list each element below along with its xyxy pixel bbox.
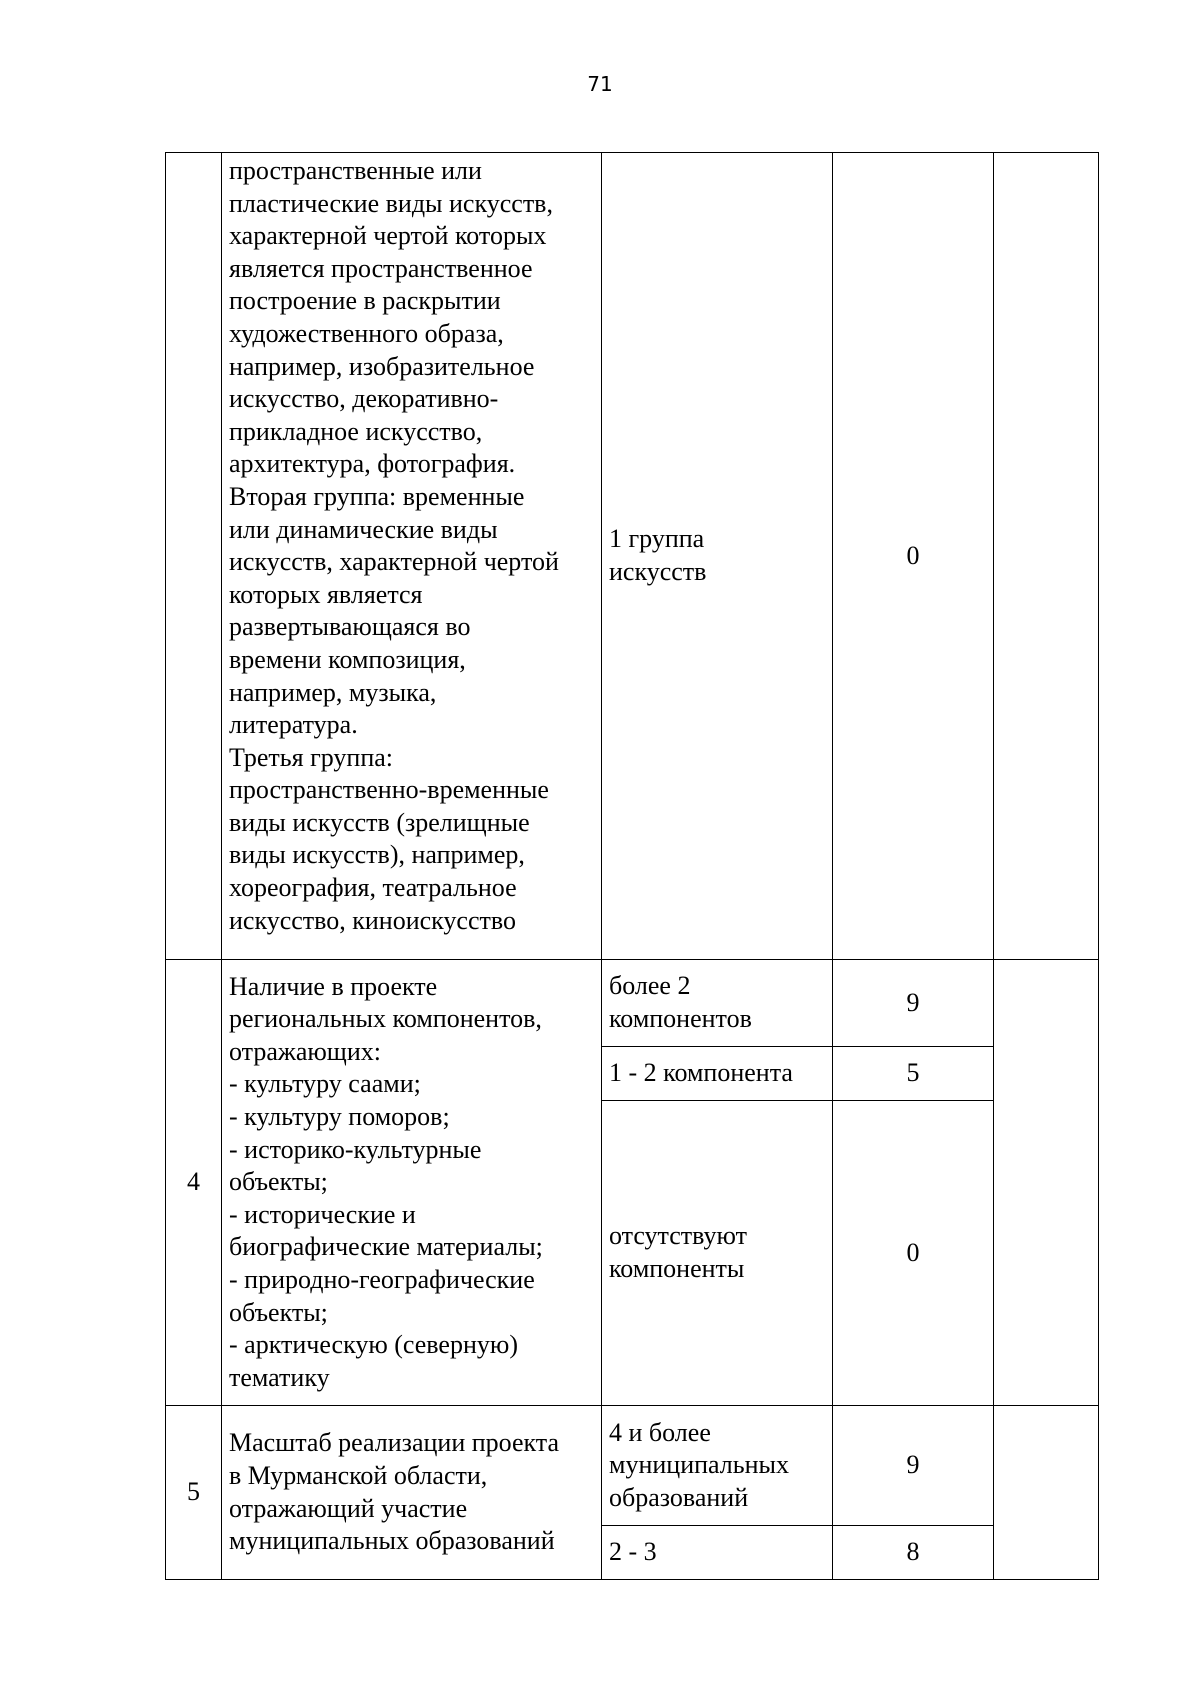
score-cell: 0 — [833, 1101, 994, 1406]
score-cell: 5 — [833, 1047, 994, 1101]
option-line: 1 группа — [609, 524, 705, 554]
criterion-line: искусство, декоративно- — [229, 384, 499, 414]
criterion-cell — [222, 960, 602, 1406]
criterion-line: - культуру поморов; — [229, 1102, 450, 1132]
criterion-line: - исторические и — [229, 1199, 416, 1229]
criterion-cell — [222, 1406, 602, 1580]
criterion-line: - культуру саами; — [229, 1069, 421, 1099]
criterion-line: времени композиция, — [229, 644, 466, 674]
row-number-cell — [166, 153, 222, 960]
criterion-line: Вторая группа: временные — [229, 481, 525, 511]
score-cell: 0 — [833, 153, 994, 960]
criterion-line: искусств, характерной чертой — [229, 547, 559, 577]
table-row — [166, 960, 1099, 1047]
criterion-line: художественного образа, — [229, 318, 504, 348]
criterion-line: пластические виды искусств, — [229, 188, 553, 218]
option-cell — [602, 1526, 833, 1580]
page-number: 71 — [587, 72, 613, 96]
criterion-line: виды искусств (зрелищные — [229, 807, 530, 837]
criterion-line: - историко-культурные — [229, 1134, 482, 1164]
criterion-line: пространственно-временные — [229, 775, 549, 805]
criterion-line: - природно-географические — [229, 1264, 535, 1294]
criterion-line: развертывающаяся во — [229, 612, 471, 642]
option-line: более 2 — [609, 971, 691, 1001]
criterion-line: литература. — [229, 710, 358, 740]
criterion-line: например, музыка, — [229, 677, 437, 707]
criteria-table — [165, 152, 1099, 1580]
criterion-line: региональных компонентов, — [229, 1004, 542, 1034]
table-row — [166, 1406, 1099, 1526]
option-cell — [602, 1101, 833, 1406]
criterion-line: которых является — [229, 579, 423, 609]
criterion-cell — [222, 153, 602, 960]
criterion-line: пространственные или — [229, 156, 482, 185]
criterion-line: например, изобразительное — [229, 351, 535, 381]
criterion-line: объекты; — [229, 1297, 328, 1327]
option-line: компонентов — [609, 1004, 752, 1033]
score-cell: 9 — [833, 1406, 994, 1526]
criterion-line: или динамические виды — [229, 514, 498, 544]
score-cell: 8 — [833, 1526, 994, 1580]
criterion-line: отражающих: — [229, 1036, 381, 1066]
criterion-line: прикладное искусство, — [229, 416, 483, 446]
criterion-line: искусство, киноискусство — [229, 905, 516, 935]
criterion-line: муниципальных образований — [229, 1526, 555, 1556]
criterion-line: тематику — [229, 1362, 330, 1392]
option-line: 1 - 2 компонента — [609, 1058, 793, 1088]
criterion-line: - арктическую (северную) — [229, 1330, 518, 1360]
option-line: отсутствуют — [609, 1221, 747, 1251]
criterion-line: хореография, театральное — [229, 873, 517, 903]
row-number-cell: 4 — [166, 960, 222, 1406]
criterion-line: объекты; — [229, 1167, 328, 1197]
option-line: компоненты — [609, 1254, 745, 1283]
criterion-line: Масштаб реализации проекта — [229, 1428, 560, 1458]
criterion-line: отражающий участие — [229, 1493, 468, 1523]
criterion-line: характерной чертой которых — [229, 221, 547, 251]
criterion-line: биографические материалы; — [229, 1232, 543, 1262]
criterion-line: Наличие в проекте — [229, 971, 438, 1001]
criterion-line: в Мурманской области, — [229, 1460, 488, 1490]
criterion-line: Третья группа: — [229, 742, 394, 772]
option-line: искусств — [609, 557, 707, 586]
criterion-line: архитектура, фотография. — [229, 449, 516, 479]
option-cell — [602, 960, 833, 1047]
option-cell — [602, 1047, 833, 1101]
row-number-cell: 5 — [166, 1406, 222, 1580]
option-line: 2 - 3 — [609, 1537, 657, 1567]
option-line: образований — [609, 1482, 749, 1512]
blank-cell — [994, 1406, 1099, 1580]
option-line: муниципальных — [609, 1450, 790, 1480]
option-cell — [602, 1406, 833, 1526]
table-row — [166, 153, 1099, 960]
criterion-line: построение в раскрытии — [229, 286, 501, 316]
score-cell: 9 — [833, 960, 994, 1047]
criterion-line: является пространственное — [229, 253, 533, 283]
blank-cell — [994, 153, 1099, 960]
criterion-line: виды искусств), например, — [229, 840, 525, 870]
option-cell — [602, 153, 833, 960]
option-line: 4 и более — [609, 1417, 711, 1447]
blank-cell — [994, 960, 1099, 1406]
